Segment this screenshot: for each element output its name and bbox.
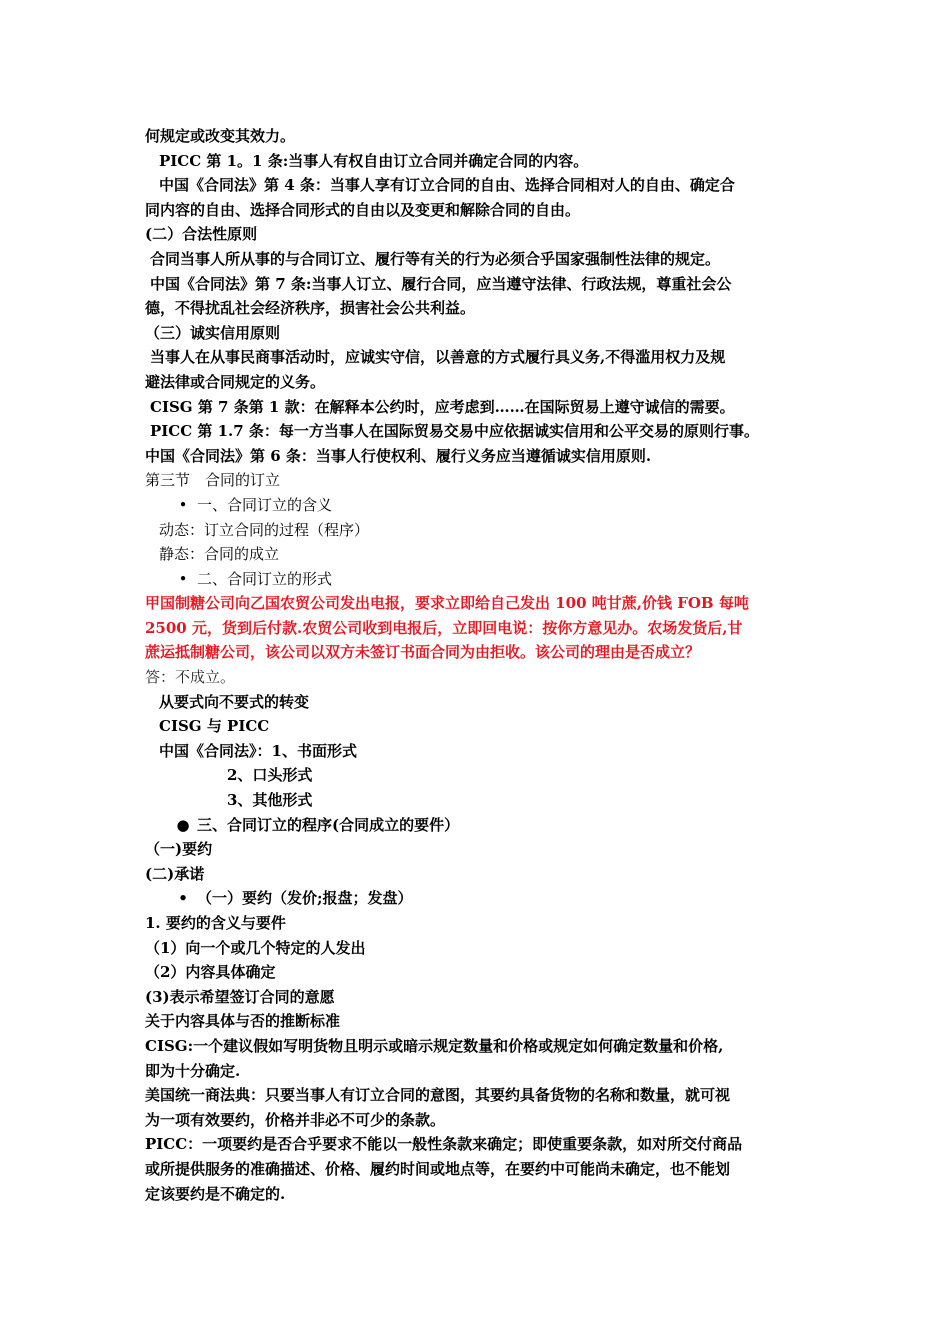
text-line: PICC 第 1.7 条：每一方当事人在国际贸易交易中应依据诚实信用和公平交易的原则行事。	[150, 422, 759, 441]
text-line: 何规定或改变其效力。	[145, 127, 296, 145]
bullet-text: 三、合同订立的程序(合同成立的要件）	[197, 815, 460, 834]
text-line: 为一项有效要约，价格并非必不可少的条款。	[145, 1110, 446, 1129]
text-line: 中国《合同法》：1、书面形式	[159, 741, 357, 760]
case-text-line: 甲国制糖公司向乙国农贸公司发出电报，要求立即给自己发出 100 吨甘蔗,价钱 FOB 每吨	[145, 594, 749, 613]
text-line: 关于内容具体与否的推断标准	[145, 1012, 341, 1031]
answer-line: 答：不成立。	[145, 668, 236, 687]
text-line: 定该要约是不确定的.	[145, 1184, 286, 1203]
bullet-item	[145, 493, 810, 518]
bullet-item	[145, 813, 810, 838]
text-line: 避法律或合同规定的义务。	[145, 372, 326, 391]
text-line: 德，不得扰乱社会经济秩序，损害社会公共利益。	[145, 299, 476, 318]
bullet-text: 二、合同订立的形式	[197, 569, 333, 588]
text-line: 静态：合同的成立	[159, 545, 280, 564]
bullet-item	[145, 886, 810, 911]
text-line: PICC 第 1。1 条:当事人有权自由订立合同并确定合同的内容。	[159, 151, 589, 170]
text-line: 中国《合同法》第 4 条：当事人享有订立合同的自由、选择合同相对人的自由、确定合	[159, 176, 735, 195]
bullet-icon: ●	[176, 815, 190, 834]
chapter-heading: 第三节 合同的订立	[145, 471, 281, 490]
text-line: CISG 与 PICC	[159, 717, 270, 736]
bullet-icon: •	[178, 889, 188, 908]
section-heading: (二）合法性原则	[145, 225, 258, 244]
text-line: 1. 要约的含义与要件	[145, 914, 286, 932]
text-line: 中国《合同法》第 6 条：当事人行使权利、履行义务应当遵循诚实信用原则.	[145, 446, 652, 465]
text-line: 或所提供服务的准确描述、价格、履约时间或地点等，在要约中可能尚未确定，也不能划	[145, 1159, 731, 1178]
text-line: 中国《合同法》第 7 条:当事人订立、履行合同，应当遵守法律、行政法规，尊重社会公	[150, 274, 732, 293]
section-heading: （三）诚实信用原则	[145, 323, 281, 342]
bullet-item	[145, 567, 810, 592]
document-body	[145, 124, 810, 1206]
text-line: CISG 第 7 条第 1 款：在解释本公约时，应考虑到……在国际贸易上遵守诚信的需要。	[150, 397, 735, 416]
text-line: 从要式向不要式的转变	[159, 692, 310, 711]
case-text-line: 蔗运抵制糖公司，该公司以双方未签订书面合同为由拒收。该公司的理由是否成立？	[145, 643, 701, 662]
text-line: (二)承诺	[145, 864, 205, 883]
text-line: 美国统一商法典：只要当事人有订立合同的意图，其要约具备货物的名称和数量，就可视	[145, 1086, 731, 1105]
text-line: (3)表示希望签订合同的意愿	[145, 987, 335, 1006]
bullet-icon: •	[178, 569, 188, 588]
text-line: 当事人在从事民商事活动时，应诚实守信，以善意的方式履行具义务,不得滥用权力及规	[150, 348, 726, 367]
text-line: 合同当事人所从事的与合同订立、履行等有关的行为必须合乎国家强制性法律的规定。	[150, 249, 721, 268]
bullet-text: （一）要约（发价;报盘；发盘）	[197, 889, 413, 908]
text-line: 同内容的自由、选择合同形式的自由以及变更和解除合同的自由。	[145, 200, 581, 219]
bullet-text: 一、合同订立的含义	[197, 495, 333, 514]
text-line: （一)要约	[145, 840, 213, 859]
text-line: PICC：一项要约是否合乎要求不能以一般性条款来确定；即使重要条款，如对所交付商品	[145, 1135, 743, 1154]
text-line: 动态：订立合同的过程（程序）	[159, 520, 370, 539]
bullet-icon: •	[178, 495, 188, 514]
text-line: 即为十分确定.	[145, 1061, 241, 1080]
text-line: 2、口头形式	[227, 766, 313, 785]
text-line: （2）内容具体确定	[145, 963, 276, 982]
text-line: （1）向一个或几个特定的人发出	[145, 938, 366, 957]
case-text-line: 2500 元，货到后付款.农贸公司收到电报后，立即回电说：按你方意见办。农场发货后,甘	[145, 618, 743, 637]
text-line: CISG:一个建议假如写明货物且明示或暗示规定数量和价格或规定如何确定数量和价格,	[145, 1036, 724, 1055]
text-line: 3、其他形式	[227, 791, 313, 810]
